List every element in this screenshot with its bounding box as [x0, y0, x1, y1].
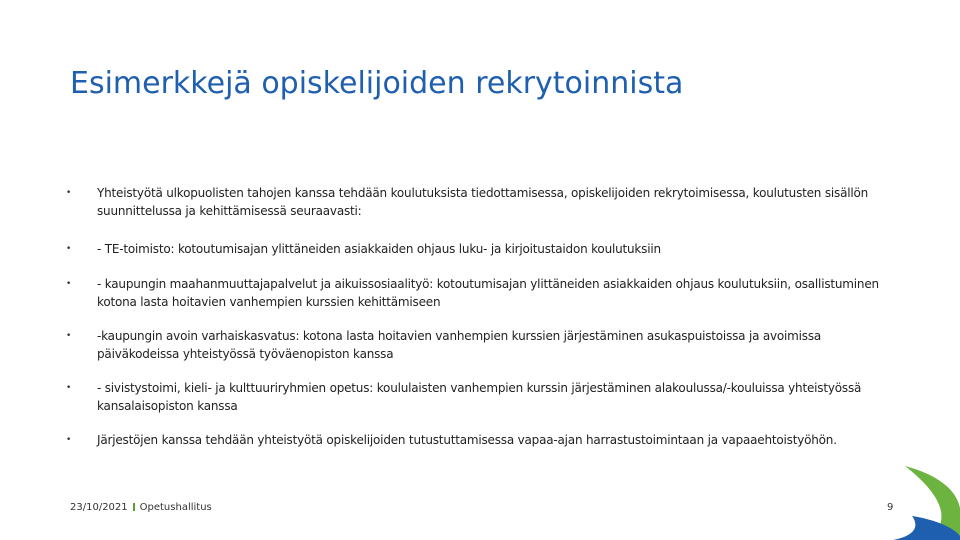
bullet-text: Yhteistyötä ulkopuolisten tahojen kanssa tehdään koulutuksista tiedottamisessa, opiskelijoiden rekrytoimisessa, koulutusten sisällön suunnittelussa ja kehittämisessä seuraavasti:: [97, 186, 869, 218]
bullet-text: - kaupungin maahanmuuttajapalvelut ja aikuissosiaalityö: kotoutumisajan ylittäneiden asiakkaiden ohjaus koulutuksiin, osallistuminen kotona lasta hoitavien vanhempien kurssien kehittämiseen: [97, 277, 879, 309]
bullet-text: - sivistystoimi, kieli- ja kulttuuriryhmien opetus: koululaisten vanhempien kurssin järjestäminen alakoulussa/-kouluissa yhteistyössä kansalaisopiston kanssa: [97, 381, 862, 413]
footer-organization: Opetushallitus: [139, 502, 212, 513]
page-number: 9: [887, 502, 894, 513]
slide-title: Esimerkkejä opiskelijoiden rekrytoinnista: [70, 66, 684, 101]
bullet-marker: •: [66, 435, 72, 445]
bullet-text: -kaupungin avoin varhaiskasvatus: kotona lasta hoitavien vanhempien kurssien järjestäminen asukaspuistoissa ja avoimissa päiväkodeissa yhteistyössä työväenopiston kanssa: [97, 329, 822, 361]
bullet-text: - TE-toimisto: kotoutumisajan ylittäneiden asiakkaiden ohjaus luku- ja kirjoitustaidon koulutuksiin: [97, 242, 661, 256]
bullet-marker: •: [66, 383, 72, 393]
footer-date: 23/10/2021: [70, 502, 128, 513]
bullet-text: Järjestöjen kanssa tehdään yhteistyötä opiskelijoiden tutustuttamisessa vapaa-ajan harrastustoimintaan ja vapaaehtoistyöhön.: [97, 433, 837, 447]
bullet-marker: •: [66, 244, 72, 254]
bullet-marker: •: [66, 279, 72, 289]
bullet-marker: •: [66, 331, 72, 341]
bullet-marker: •: [66, 188, 72, 198]
